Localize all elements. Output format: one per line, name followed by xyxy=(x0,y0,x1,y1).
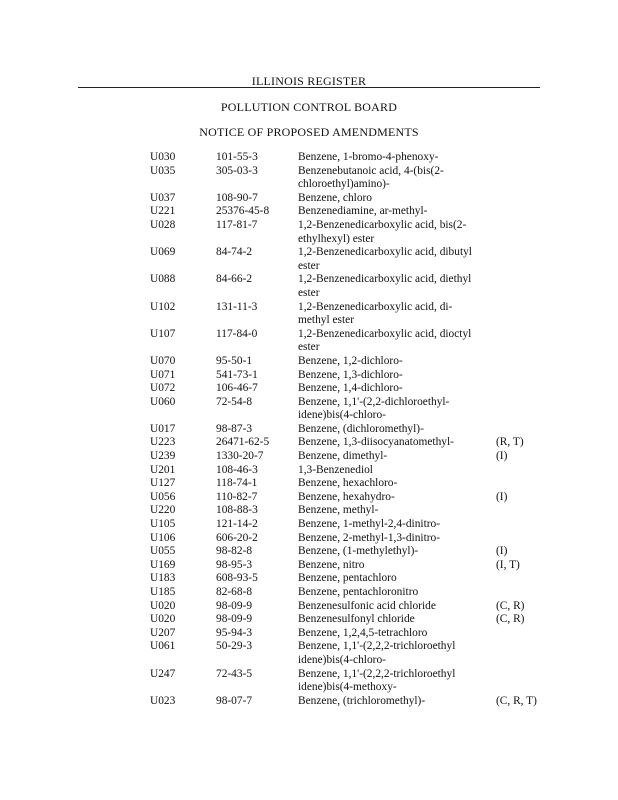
waste-code: U056 xyxy=(150,490,176,503)
table-row xyxy=(0,436,618,450)
waste-code: U070 xyxy=(150,354,176,367)
substance-name xyxy=(298,572,486,586)
table-row xyxy=(0,559,618,573)
substance-name-line: idene)bis(4-chloro- xyxy=(298,409,386,422)
table-row xyxy=(0,450,618,464)
substance-name-line: 1,2-Benzenedicarboxylic acid, dioctyl xyxy=(298,327,472,340)
substance-name-line: Benzene, 2-methyl-1,3-dinitro- xyxy=(298,531,441,544)
hazard-code: (R, T) xyxy=(496,436,524,449)
cas-number: 84-66-2 xyxy=(216,273,253,286)
table-row xyxy=(0,205,618,219)
substance-name-line: Benzenesulfonyl chloride xyxy=(298,613,415,626)
substance-name xyxy=(298,668,486,695)
cas-number: 98-09-9 xyxy=(216,613,253,626)
substance-name-line: ester xyxy=(298,286,320,299)
substance-name-line: Benzene, 1,3-dichloro- xyxy=(298,368,403,381)
substance-name-line: Benzene, chloro xyxy=(298,191,373,204)
cas-number: 118-74-1 xyxy=(216,477,258,490)
hazardous-waste-table xyxy=(0,151,618,708)
substance-name xyxy=(298,586,486,600)
table-row xyxy=(0,382,618,396)
substance-name xyxy=(298,355,486,369)
substance-name-line: ethylhexyl) ester xyxy=(298,232,375,245)
substance-name-line: Benzenediamine, ar-methyl- xyxy=(298,205,428,218)
waste-code: U055 xyxy=(150,545,176,558)
waste-code: U072 xyxy=(150,382,176,395)
table-row xyxy=(0,572,618,586)
table-row xyxy=(0,491,618,505)
cas-number: 541-73-1 xyxy=(216,368,258,381)
substance-name-line: ester xyxy=(298,259,320,272)
cas-number: 50-29-3 xyxy=(216,640,253,653)
table-row xyxy=(0,328,618,355)
cas-number: 108-88-3 xyxy=(216,504,258,517)
substance-name-line: idene)bis(4-methoxy- xyxy=(298,681,397,694)
cas-number: 117-81-7 xyxy=(216,218,258,231)
substance-name-line: Benzene, 1,2,4,5-tetrachloro xyxy=(298,626,428,639)
substance-name-line: Benzene, methyl- xyxy=(298,504,379,517)
substance-name-line: Benzene, 1,2-dichloro- xyxy=(298,354,403,367)
substance-name-line: Benzene, 1,1'-(2,2,2-trichloroethyl xyxy=(298,667,456,680)
substance-name xyxy=(298,273,486,300)
substance-name xyxy=(298,219,486,246)
table-row xyxy=(0,192,618,206)
substance-name xyxy=(298,559,486,573)
cas-number: 110-82-7 xyxy=(216,490,258,503)
cas-number: 305-03-3 xyxy=(216,164,258,177)
cas-number: 26471-62-5 xyxy=(216,436,270,449)
waste-code: U035 xyxy=(150,164,176,177)
table-row xyxy=(0,600,618,614)
waste-code: U105 xyxy=(150,518,176,531)
waste-code: U028 xyxy=(150,218,176,231)
table-row xyxy=(0,545,618,559)
substance-name xyxy=(298,545,486,559)
substance-name xyxy=(298,246,486,273)
substance-name xyxy=(298,369,486,383)
waste-code: U020 xyxy=(150,613,176,626)
waste-code: U207 xyxy=(150,626,176,639)
table-row xyxy=(0,613,618,627)
waste-code: U127 xyxy=(150,477,176,490)
substance-name-line: Benzenebutanoic acid, 4-(bis(2- xyxy=(298,164,444,177)
substance-name xyxy=(298,205,486,219)
substance-name-line: Benzene, 1,1'-(2,2,2-trichloroethyl xyxy=(298,640,456,653)
substance-name xyxy=(298,464,486,478)
table-row xyxy=(0,423,618,437)
register-title: ILLINOIS REGISTER xyxy=(251,74,367,88)
substance-name xyxy=(298,627,486,641)
substance-name-line: Benzene, pentachloro xyxy=(298,572,397,585)
board-title: POLLUTION CONTROL BOARD xyxy=(220,100,398,114)
cas-number: 95-94-3 xyxy=(216,626,253,639)
waste-code: U106 xyxy=(150,531,176,544)
waste-code: U239 xyxy=(150,450,176,463)
substance-name-line: Benzene, dimethyl- xyxy=(298,450,388,463)
table-row xyxy=(0,219,618,246)
table-row xyxy=(0,695,618,709)
cas-number: 98-09-9 xyxy=(216,599,253,612)
waste-code: U183 xyxy=(150,572,176,585)
substance-name xyxy=(298,695,486,709)
hazard-code: (C, R, T) xyxy=(496,694,537,707)
cas-number: 608-93-5 xyxy=(216,572,258,585)
substance-name-line: Benzene, 1,4-dichloro- xyxy=(298,382,403,395)
substance-name-line: idene)bis(4-chloro- xyxy=(298,653,386,666)
cas-number: 606-20-2 xyxy=(216,531,258,544)
substance-name xyxy=(298,640,486,667)
substance-name-line: Benzene, hexahydro- xyxy=(298,490,395,503)
table-row xyxy=(0,504,618,518)
substance-name-line: 1,2-Benzenedicarboxylic acid, di- xyxy=(298,300,453,313)
waste-code: U185 xyxy=(150,586,176,598)
hazard-code: (I, T) xyxy=(496,558,520,571)
cas-number: 108-46-3 xyxy=(216,463,258,476)
cas-number: 82-68-8 xyxy=(216,586,253,598)
substance-name-line: 1,2-Benzenedicarboxylic acid, bis(2- xyxy=(298,218,467,231)
substance-name-line: Benzene, 1,1'-(2,2-dichloroethyl- xyxy=(298,395,450,408)
table-row xyxy=(0,640,618,667)
substance-name xyxy=(298,504,486,518)
substance-name xyxy=(298,518,486,532)
substance-name xyxy=(298,151,486,165)
waste-code: U247 xyxy=(150,667,176,680)
table-row xyxy=(0,396,618,423)
substance-name-line: Benzene, 1,3-diisocyanatomethyl- xyxy=(298,436,454,449)
waste-code: U017 xyxy=(150,422,176,435)
hazard-code: (I) xyxy=(496,450,508,463)
table-row xyxy=(0,355,618,369)
table-row xyxy=(0,668,618,695)
table-row xyxy=(0,273,618,300)
waste-code: U223 xyxy=(150,436,176,449)
substance-name xyxy=(298,423,486,437)
table-row xyxy=(0,369,618,383)
hazard-code: (I) xyxy=(496,490,508,503)
substance-name xyxy=(298,165,486,192)
waste-code: U030 xyxy=(150,151,176,163)
waste-code: U037 xyxy=(150,191,176,204)
table-row xyxy=(0,532,618,546)
substance-name xyxy=(298,491,486,505)
substance-name-line: Benzene, hexachloro- xyxy=(298,477,398,490)
waste-code: U088 xyxy=(150,273,176,286)
substance-name-line: chloroethyl)amino)- xyxy=(298,178,390,191)
waste-code: U221 xyxy=(150,205,176,218)
substance-name xyxy=(298,477,486,491)
substance-name xyxy=(298,600,486,614)
cas-number: 98-07-7 xyxy=(216,694,253,707)
substance-name-line: Benzene, pentachloronitro xyxy=(298,586,419,598)
substance-name xyxy=(298,382,486,396)
cas-number: 84-74-2 xyxy=(216,246,253,259)
cas-number: 101-55-3 xyxy=(216,151,258,163)
substance-name-line: Benzene, 1-methyl-2,4-dinitro- xyxy=(298,518,441,531)
notice-title: NOTICE OF PROPOSED AMENDMENTS xyxy=(199,125,419,139)
table-row xyxy=(0,477,618,491)
cas-number: 1330-20-7 xyxy=(216,450,264,463)
substance-name xyxy=(298,301,486,328)
substance-name xyxy=(298,450,486,464)
table-row xyxy=(0,464,618,478)
cas-number: 72-54-8 xyxy=(216,395,253,408)
cas-number: 106-46-7 xyxy=(216,382,258,395)
waste-code: U061 xyxy=(150,640,176,653)
substance-name-line: Benzene, 1-bromo-4-phenoxy- xyxy=(298,151,439,163)
waste-code: U060 xyxy=(150,395,176,408)
substance-name-line: 1,3-Benzenediol xyxy=(298,463,373,476)
substance-name xyxy=(298,328,486,355)
waste-code: U102 xyxy=(150,300,176,313)
waste-code: U071 xyxy=(150,368,176,381)
waste-code: U069 xyxy=(150,246,176,259)
substance-name xyxy=(298,436,486,450)
waste-code: U020 xyxy=(150,599,176,612)
table-row xyxy=(0,151,618,165)
substance-name-line: 1,2-Benzenedicarboxylic acid, diethyl xyxy=(298,273,472,286)
table-row xyxy=(0,301,618,328)
cas-number: 117-84-0 xyxy=(216,327,258,340)
hazard-code: (C, R) xyxy=(496,613,525,626)
cas-number: 98-82-8 xyxy=(216,545,253,558)
waste-code: U169 xyxy=(150,558,176,571)
cas-number: 95-50-1 xyxy=(216,354,253,367)
cas-number: 121-14-2 xyxy=(216,518,258,531)
cas-number: 25376-45-8 xyxy=(216,205,270,218)
table-row xyxy=(0,586,618,600)
cas-number: 131-11-3 xyxy=(216,300,258,313)
substance-name-line: methyl ester xyxy=(298,314,354,327)
table-row xyxy=(0,518,618,532)
substance-name xyxy=(298,532,486,546)
substance-name xyxy=(298,613,486,627)
waste-code: U220 xyxy=(150,504,176,517)
table-row xyxy=(0,246,618,273)
waste-code: U107 xyxy=(150,327,176,340)
substance-name-line: ester xyxy=(298,341,320,354)
substance-name-line: Benzenesulfonic acid chloride xyxy=(298,599,436,612)
cas-number: 98-87-3 xyxy=(216,422,253,435)
header-rule xyxy=(78,87,540,88)
cas-number: 98-95-3 xyxy=(216,558,253,571)
substance-name xyxy=(298,396,486,423)
substance-name-line: Benzene, nitro xyxy=(298,558,365,571)
cas-number: 108-90-7 xyxy=(216,191,258,204)
substance-name xyxy=(298,192,486,206)
hazard-code: (C, R) xyxy=(496,599,525,612)
waste-code: U201 xyxy=(150,463,176,476)
substance-name-line: Benzene, (dichloromethyl)- xyxy=(298,422,424,435)
hazard-code: (I) xyxy=(496,545,508,558)
waste-code: U023 xyxy=(150,694,176,707)
table-row xyxy=(0,627,618,641)
cas-number: 72-43-5 xyxy=(216,667,253,680)
substance-name-line: Benzene, (trichloromethyl)- xyxy=(298,694,426,707)
table-row xyxy=(0,165,618,192)
substance-name-line: Benzene, (1-methylethyl)- xyxy=(298,545,419,558)
substance-name-line: 1,2-Benzenedicarboxylic acid, dibutyl xyxy=(298,246,472,259)
